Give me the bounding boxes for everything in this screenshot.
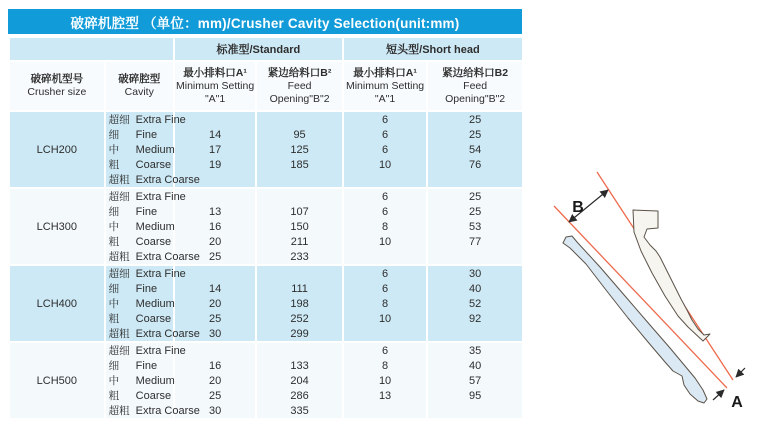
crusher-model-cell: LCH200 xyxy=(9,111,105,188)
cavity-label-en: Medium xyxy=(135,297,175,310)
cavity-label-zh: 中 xyxy=(108,221,120,233)
cavity-label-en: Coarse xyxy=(135,312,172,325)
cavity-cell xyxy=(105,234,174,249)
cavity-cell xyxy=(105,342,186,358)
cavity-cell xyxy=(105,249,200,265)
std-feed-opening-cell: 111 xyxy=(256,281,343,296)
sh-feed-opening-cell: 25 xyxy=(427,111,522,127)
sh-feed-opening-cell: 57 xyxy=(427,373,522,388)
group-header-short-head: 短头型/Short head xyxy=(343,37,522,61)
cavity-label-en: Coarse xyxy=(135,389,172,402)
crusher-model-cell: LCH400 xyxy=(9,265,105,342)
cavity-diagram-svg xyxy=(540,148,766,442)
cavity-label-en: Extra Coarse xyxy=(135,404,200,417)
cavity-cell xyxy=(105,265,186,281)
sh-min-setting-cell: 6 xyxy=(343,265,427,281)
cavity-label-en: Fine xyxy=(135,128,158,141)
std-min-setting-cell: 20 xyxy=(174,296,256,311)
sh-feed-opening-cell xyxy=(427,172,522,188)
cavity-cell xyxy=(105,127,174,142)
group-header-empty-cell xyxy=(9,37,174,61)
cavity-label-zh: 粗 xyxy=(108,159,120,171)
sh-feed-opening-cell: 95 xyxy=(427,388,522,403)
cavity-label-en: Extra Fine xyxy=(135,344,186,357)
col-header-sh-min-setting: 最小排料口A¹ Minimum Setting "A"1 xyxy=(343,61,427,111)
std-feed-opening-cell: 233 xyxy=(256,249,343,265)
cavity-label-en: Medium xyxy=(135,220,175,233)
cavity-cell xyxy=(105,219,174,234)
cavity-label-zh: 超粗 xyxy=(108,251,130,263)
cavity-cell xyxy=(105,296,174,311)
cavity-cell xyxy=(105,204,174,219)
std-feed-opening-cell: 286 xyxy=(256,388,343,403)
crusher-model-cell: LCH500 xyxy=(9,342,105,418)
sh-feed-opening-cell: 25 xyxy=(427,204,522,219)
std-min-setting-cell: 19 xyxy=(174,157,256,172)
sh-feed-opening-cell: 77 xyxy=(427,234,522,249)
std-min-setting-cell xyxy=(174,111,256,127)
std-feed-opening-cell: 211 xyxy=(256,234,343,249)
crusher-model-cell: LCH300 xyxy=(9,188,105,265)
sh-min-setting-cell: 6 xyxy=(343,188,427,204)
column-header-row xyxy=(9,61,522,111)
cavity-label-en: Medium xyxy=(135,143,175,156)
cavity-label-zh: 中 xyxy=(108,298,120,310)
col-header-crusher-size: 破碎机型号 Crusher size xyxy=(9,61,105,111)
cavity-diagram xyxy=(540,148,766,442)
std-feed-opening-cell xyxy=(256,342,343,358)
sh-min-setting-cell: 10 xyxy=(343,234,427,249)
cavity-label-en: Extra Coarse xyxy=(135,250,200,263)
std-min-setting-cell: 14 xyxy=(174,127,256,142)
sh-min-setting-cell: 8 xyxy=(343,358,427,373)
cavity-label-en: Medium xyxy=(135,374,175,387)
cavity-label-en: Extra Fine xyxy=(135,113,186,126)
spec-table xyxy=(8,36,522,418)
std-min-setting-cell: 30 xyxy=(174,326,256,342)
table-title-text: 破碎机腔型 （单位：mm)/Crusher Cavity Selection(unit:mm) xyxy=(70,15,460,31)
sh-min-setting-cell xyxy=(343,403,427,418)
cavity-label-en: Fine xyxy=(135,205,158,218)
cavity-label-zh: 细 xyxy=(108,206,120,218)
table-row xyxy=(9,111,522,127)
cavity-cell xyxy=(105,326,200,342)
std-min-setting-cell xyxy=(174,265,256,281)
group-header-row xyxy=(9,37,522,61)
std-min-setting-cell: 16 xyxy=(174,219,256,234)
std-feed-opening-cell xyxy=(256,172,343,188)
std-feed-opening-cell: 107 xyxy=(256,204,343,219)
table-row xyxy=(9,342,522,358)
sh-min-setting-cell: 8 xyxy=(343,296,427,311)
cavity-label-en: Extra Coarse xyxy=(135,327,200,340)
std-min-setting-cell: 13 xyxy=(174,204,256,219)
crusher-cavity-table xyxy=(8,9,522,418)
cavity-label-en: Extra Coarse xyxy=(135,173,200,186)
cavity-label-zh: 中 xyxy=(108,144,120,156)
cavity-label-zh: 粗 xyxy=(108,390,120,402)
dimension-a-label: A xyxy=(731,394,743,411)
std-min-setting-cell xyxy=(174,188,256,204)
std-feed-opening-cell: 185 xyxy=(256,157,343,172)
cavity-cell xyxy=(105,358,174,373)
std-min-setting-cell: 20 xyxy=(174,234,256,249)
std-feed-opening-cell: 133 xyxy=(256,358,343,373)
sh-min-setting-cell: 6 xyxy=(343,204,427,219)
table-row xyxy=(9,265,522,281)
sh-min-setting-cell: 13 xyxy=(343,388,427,403)
col-header-sh-feed-opening: 紧边给料口B2 Feed Opening"B"2 xyxy=(427,61,522,111)
dimension-b-label: B xyxy=(572,199,584,216)
col-header-std-min-setting: 最小排料口A¹ Minimum Setting "A"1 xyxy=(174,61,256,111)
cavity-label-en: Coarse xyxy=(135,235,172,248)
sh-min-setting-cell: 6 xyxy=(343,142,427,157)
std-feed-opening-cell xyxy=(256,111,343,127)
cavity-label-zh: 粗 xyxy=(108,313,120,325)
group-header-standard: 标准型/Standard xyxy=(174,37,343,61)
cavity-cell xyxy=(105,111,186,127)
col-header-cavity: 破碎腔型 Cavity xyxy=(105,61,174,111)
std-min-setting-cell: 30 xyxy=(174,403,256,418)
cavity-label-zh: 超粗 xyxy=(108,328,130,340)
table-title xyxy=(8,9,522,34)
std-feed-opening-cell xyxy=(256,265,343,281)
cavity-label-en: Fine xyxy=(135,359,158,372)
std-feed-opening-cell: 252 xyxy=(256,311,343,326)
cavity-cell xyxy=(105,188,186,204)
cavity-cell xyxy=(105,373,174,388)
std-feed-opening-cell: 150 xyxy=(256,219,343,234)
sh-min-setting-cell xyxy=(343,172,427,188)
sh-feed-opening-cell: 54 xyxy=(427,142,522,157)
cavity-label-zh: 超粗 xyxy=(108,174,130,186)
sh-feed-opening-cell: 76 xyxy=(427,157,522,172)
std-min-setting-cell: 20 xyxy=(174,373,256,388)
cavity-label-zh: 细 xyxy=(108,360,120,372)
std-min-setting-cell xyxy=(174,342,256,358)
col-header-std-feed-opening: 紧边给料口B² Feed Opening"B"2 xyxy=(256,61,343,111)
cavity-label-zh: 超细 xyxy=(108,114,130,126)
std-feed-opening-cell: 95 xyxy=(256,127,343,142)
sh-feed-opening-cell xyxy=(427,403,522,418)
std-feed-opening-cell: 335 xyxy=(256,403,343,418)
sh-min-setting-cell: 10 xyxy=(343,311,427,326)
cavity-cell xyxy=(105,388,174,403)
sh-min-setting-cell: 6 xyxy=(343,111,427,127)
sh-feed-opening-cell: 40 xyxy=(427,281,522,296)
sh-feed-opening-cell xyxy=(427,249,522,265)
std-feed-opening-cell: 125 xyxy=(256,142,343,157)
cavity-label-zh: 超粗 xyxy=(108,405,130,417)
cavity-label-zh: 细 xyxy=(108,283,120,295)
std-min-setting-cell: 25 xyxy=(174,388,256,403)
sh-min-setting-cell xyxy=(343,326,427,342)
sh-feed-opening-cell: 25 xyxy=(427,127,522,142)
std-min-setting-cell: 16 xyxy=(174,358,256,373)
table-body xyxy=(9,37,522,418)
sh-min-setting-cell xyxy=(343,249,427,265)
cavity-cell xyxy=(105,281,174,296)
cavity-label-en: Extra Fine xyxy=(135,190,186,203)
std-min-setting-cell: 25 xyxy=(174,311,256,326)
cavity-label-zh: 超细 xyxy=(108,345,130,357)
cavity-label-zh: 粗 xyxy=(108,236,120,248)
sh-min-setting-cell: 6 xyxy=(343,127,427,142)
sh-feed-opening-cell: 35 xyxy=(427,342,522,358)
dimension-a-arrow-upper xyxy=(736,368,745,377)
dimension-a-arrow-lower xyxy=(713,390,724,400)
sh-feed-opening-cell: 25 xyxy=(427,188,522,204)
cavity-cell xyxy=(105,172,200,188)
cavity-label-zh: 超细 xyxy=(108,191,130,203)
sh-feed-opening-cell: 30 xyxy=(427,265,522,281)
cavity-cell xyxy=(105,157,174,172)
cavity-label-zh: 超细 xyxy=(108,268,130,280)
std-feed-opening-cell: 299 xyxy=(256,326,343,342)
sh-feed-opening-cell: 52 xyxy=(427,296,522,311)
sh-feed-opening-cell xyxy=(427,326,522,342)
cavity-label-zh: 细 xyxy=(108,129,120,141)
cavity-label-en: Extra Fine xyxy=(135,267,186,280)
sh-min-setting-cell: 8 xyxy=(343,219,427,234)
table-row xyxy=(9,188,522,204)
std-min-setting-cell: 25 xyxy=(174,249,256,265)
std-min-setting-cell: 17 xyxy=(174,142,256,157)
sh-min-setting-cell: 10 xyxy=(343,157,427,172)
sh-min-setting-cell: 6 xyxy=(343,342,427,358)
sh-min-setting-cell: 6 xyxy=(343,281,427,296)
cavity-label-zh: 中 xyxy=(108,375,120,387)
sh-feed-opening-cell: 92 xyxy=(427,311,522,326)
sh-feed-opening-cell: 53 xyxy=(427,219,522,234)
cavity-label-en: Fine xyxy=(135,282,158,295)
cavity-cell xyxy=(105,142,174,157)
cavity-label-en: Coarse xyxy=(135,158,172,171)
sh-feed-opening-cell: 40 xyxy=(427,358,522,373)
std-feed-opening-cell xyxy=(256,188,343,204)
cavity-cell xyxy=(105,403,200,418)
std-feed-opening-cell: 204 xyxy=(256,373,343,388)
std-feed-opening-cell: 198 xyxy=(256,296,343,311)
std-min-setting-cell: 14 xyxy=(174,281,256,296)
cavity-cell xyxy=(105,311,174,326)
sh-min-setting-cell: 10 xyxy=(343,373,427,388)
